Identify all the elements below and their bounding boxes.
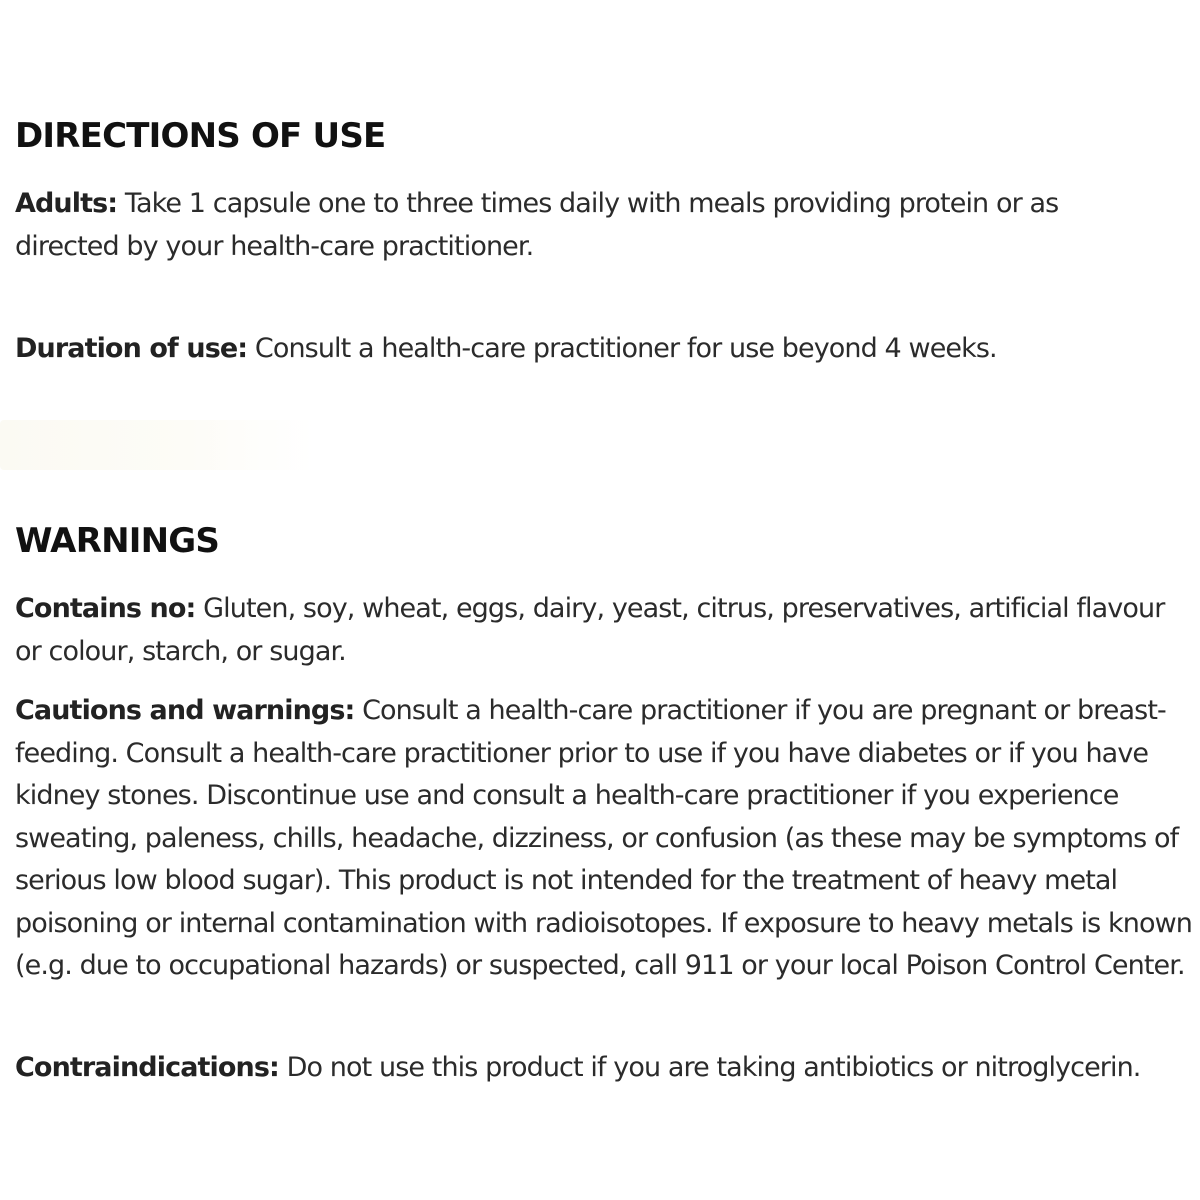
cautions-label: Cautions and warnings: — [15, 695, 355, 726]
contraindications-paragraph — [15, 1047, 1185, 1090]
duration-text: Consult a health-care practitioner for use beyond 4 weeks. — [254, 333, 997, 364]
adults-label: Adults: — [15, 188, 118, 219]
cautions-paragraph — [15, 690, 1193, 988]
adults-text: Take 1 capsule one to three times daily with meals providing protein or as directed by your health-care practitioner. — [15, 188, 1059, 262]
duration-paragraph — [15, 328, 1115, 371]
contraindications-label: Contraindications: — [15, 1052, 279, 1083]
adults-paragraph — [15, 183, 1115, 268]
warnings-heading: WARNINGS — [15, 521, 220, 561]
faded-section-band — [0, 420, 315, 470]
contains-no-paragraph — [15, 588, 1175, 673]
duration-label: Duration of use: — [15, 333, 248, 364]
cautions-text: Consult a health-care practitioner if you are pregnant or breast-feeding. Consult a health-care practitioner prior to use if you have diabetes or if you have kidney stones. Discontinue use and consult a health-care practitioner if you experience sweating, paleness, chills, headache, dizziness, or confusion (as these may be symptoms of serious low blood sugar). This product is not intended for the treatment of heavy metal poisoning or internal contamination with radioisotopes. If exposure to heavy metals is known (e.g. due to occupational hazards) or suspected, call 911 or your local Poison Control Center. — [15, 695, 1192, 981]
contains-no-label: Contains no: — [15, 593, 196, 624]
contains-no-text: Gluten, soy, wheat, eggs, dairy, yeast, citrus, preservatives, artificial flavour or colour, starch, or sugar. — [15, 593, 1165, 667]
contraindications-text: Do not use this product if you are taking antibiotics or nitroglycerin. — [286, 1052, 1141, 1083]
directions-heading: DIRECTIONS OF USE — [15, 116, 386, 156]
